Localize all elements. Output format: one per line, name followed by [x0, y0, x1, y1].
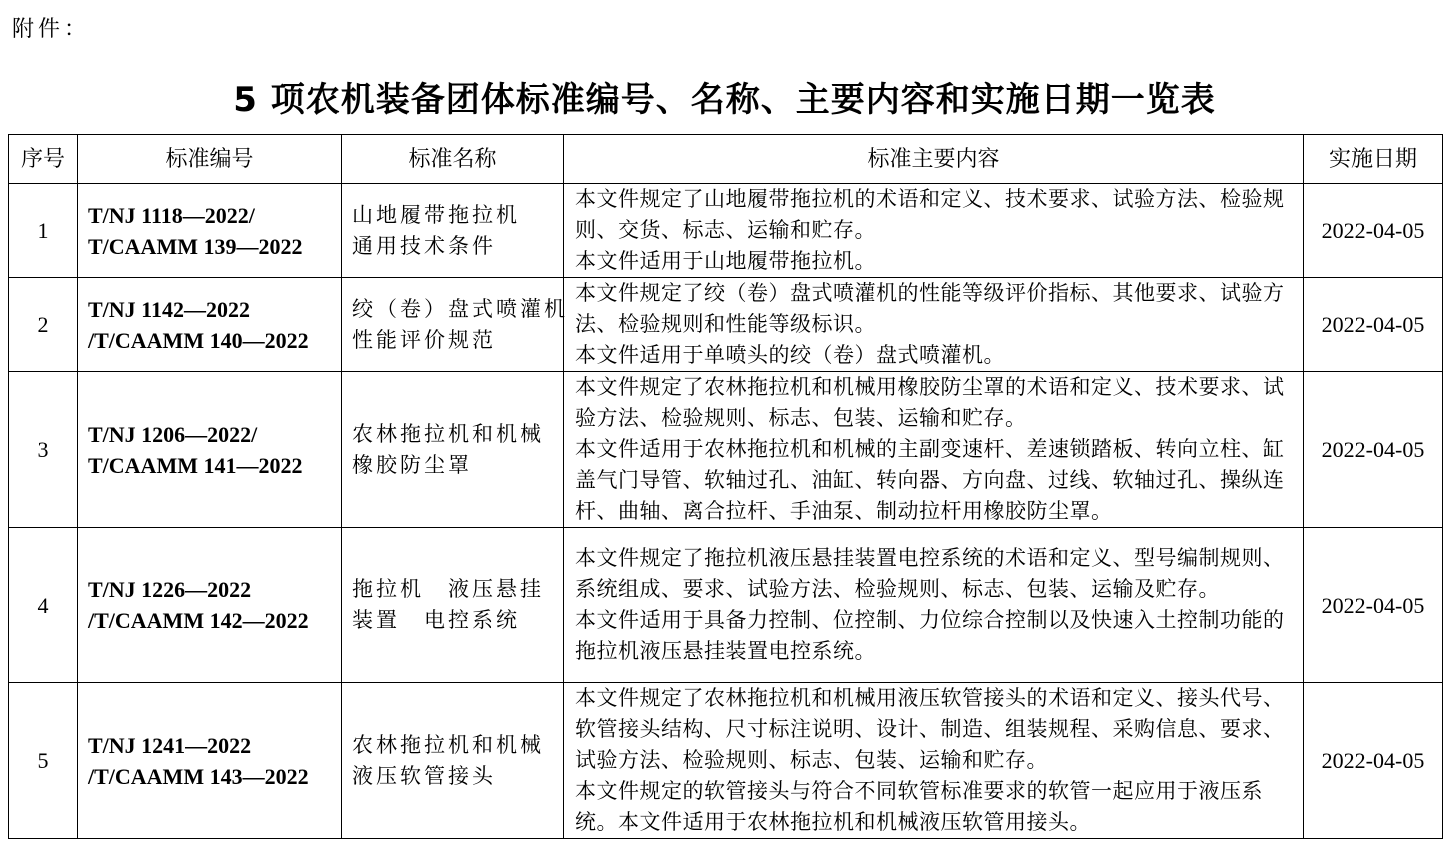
row-name-line: 绞（卷）盘式喷灌机 [352, 296, 568, 321]
row-content-paragraph: 本文件规定的软管接头与符合不同软管标准要求的软管一起应用于液压系统。本文件适用于农林拖拉机和机械液压软管用接头。 [575, 779, 1263, 834]
row-date: 2022-04-05 [1304, 528, 1443, 683]
row-content-paragraph: 本文件适用于具备力控制、位控制、力位综合控制以及快速入土控制功能的拖拉机液压悬挂装置电控系统。 [575, 608, 1285, 663]
header-code: 标准编号 [78, 135, 342, 184]
row-content-paragraph: 本文件规定了山地履带拖拉机的术语和定义、技术要求、试验方法、检验规则、交货、标志、运输和贮存。 [575, 187, 1285, 242]
row-code-line: T/NJ 1142—2022 [88, 296, 250, 322]
row-name [342, 278, 568, 372]
row-code-line: T/CAAMM 139—2022 [88, 233, 303, 259]
row-content [564, 528, 1304, 683]
row-content-paragraph: 本文件适用于单喷头的绞（卷）盘式喷灌机。 [575, 343, 1005, 367]
page-title: 5 项农机装备团体标准编号、名称、主要内容和实施日期一览表 [233, 80, 1216, 120]
row-date: 2022-04-05 [1304, 683, 1443, 839]
row-seq: 5 [9, 683, 78, 839]
row-name-line: 农林拖拉机和机械 [352, 421, 544, 446]
row-code-line: T/CAAMM 141—2022 [88, 452, 303, 478]
row-code [78, 372, 342, 528]
standards-table [8, 134, 1443, 839]
row-code [78, 683, 342, 839]
row-content [564, 184, 1304, 278]
table-header-row [9, 135, 1443, 184]
row-name-line: 山地履带拖拉机 [352, 202, 520, 227]
row-code-line: T/NJ 1206—2022/ [88, 421, 258, 447]
row-name [342, 528, 564, 683]
row-code-line: /T/CAAMM 142—2022 [88, 608, 309, 633]
row-content-paragraph: 本文件规定了农林拖拉机和机械用橡胶防尘罩的术语和定义、技术要求、试验方法、检验规则、标志、包装、运输和贮存。 [575, 375, 1285, 430]
row-code [78, 278, 342, 372]
row-name [342, 683, 564, 839]
row-code-line: /T/CAAMM 143—2022 [88, 763, 309, 789]
row-name-line: 装置 电控系统 [352, 608, 520, 632]
row-name-line: 农林拖拉机和机械 [352, 732, 544, 757]
row-name-line: 通用技术条件 [352, 233, 496, 258]
row-content-paragraph: 本文件规定了农林拖拉机和机械用液压软管接头的术语和定义、接头代号、软管接头结构、尺寸标注说明、设计、制造、组装规程、采购信息、要求、试验方法、检验规则、标志、包装、运输和贮存。 [575, 686, 1285, 772]
table-row [9, 528, 1443, 683]
row-name-line: 性能评价规范 [352, 327, 496, 352]
row-seq: 3 [9, 372, 78, 528]
header-name: 标准名称 [342, 135, 564, 184]
row-content-paragraph: 本文件适用于农林拖拉机和机械的主副变速杆、差速锁踏板、转向立柱、缸盖气门导管、软轴过孔、油缸、转向器、方向盘、过线、软轴过孔、操纵连杆、曲轴、离合拉杆、手油泵、制动拉杆用橡胶防尘罩。 [575, 437, 1285, 523]
row-code [78, 184, 342, 278]
row-name [342, 372, 564, 528]
table-row [9, 683, 1443, 839]
row-content-paragraph: 本文件规定了绞（卷）盘式喷灌机的性能等级评价指标、其他要求、试验方法、检验规则和性能等级标识。 [575, 281, 1285, 336]
row-seq: 2 [9, 278, 78, 372]
row-date: 2022-04-05 [1304, 278, 1443, 372]
row-content [564, 278, 1304, 372]
row-content [564, 372, 1304, 528]
row-date: 2022-04-05 [1304, 372, 1443, 528]
row-seq: 1 [9, 184, 78, 278]
row-name-line: 拖拉机 液压悬挂 [352, 577, 544, 601]
row-name-line: 液压软管接头 [352, 763, 496, 788]
row-code-line: T/NJ 1118—2022/ [88, 202, 255, 228]
row-content [564, 683, 1304, 839]
attachment-label: 附件： [12, 17, 91, 42]
table-row [9, 184, 1443, 278]
header-content: 标准主要内容 [564, 135, 1304, 184]
row-code-line: T/NJ 1226—2022 [88, 577, 252, 602]
row-code-line: T/NJ 1241—2022 [88, 732, 252, 758]
row-name [342, 184, 564, 278]
table-row [9, 278, 1443, 372]
table-row [9, 372, 1443, 528]
row-content-paragraph: 本文件规定了拖拉机液压悬挂装置电控系统的术语和定义、型号编制规则、系统组成、要求、试验方法、检验规则、标志、包装、运输及贮存。 [575, 546, 1285, 601]
row-seq: 4 [9, 528, 78, 683]
header-date: 实施日期 [1304, 135, 1443, 184]
row-name-line: 橡胶防尘罩 [352, 452, 472, 477]
row-date: 2022-04-05 [1304, 184, 1443, 278]
row-code [78, 528, 342, 683]
header-seq: 序号 [9, 135, 78, 184]
row-code-line: /T/CAAMM 140—2022 [88, 327, 309, 353]
row-content-paragraph: 本文件适用于山地履带拖拉机。 [575, 249, 876, 273]
